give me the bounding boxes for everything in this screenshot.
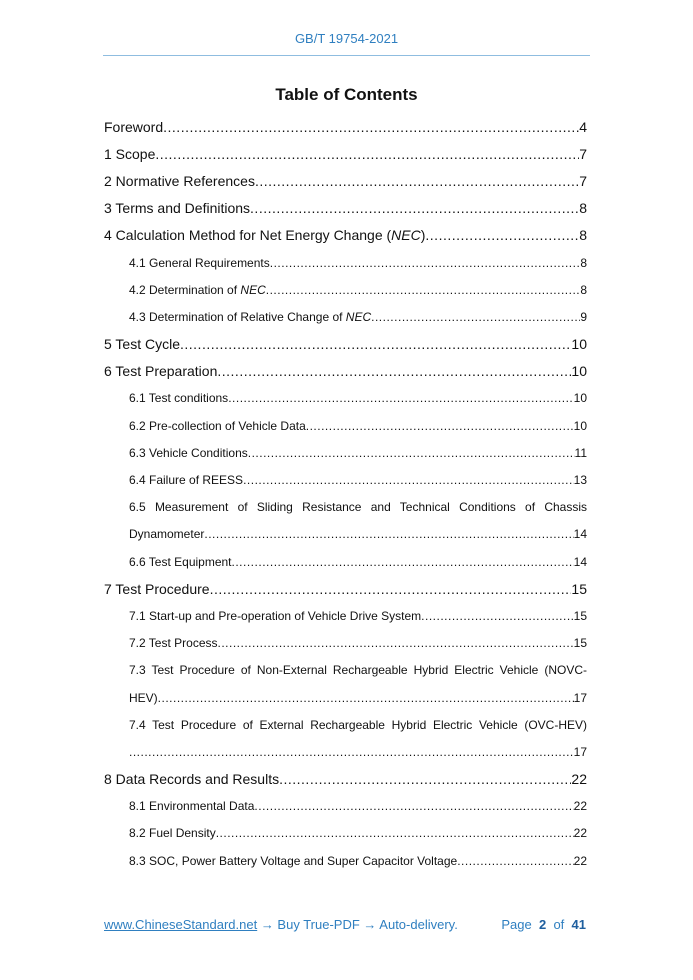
toc-entry[interactable] [104, 195, 587, 222]
title-text: 6 Test Preparation [104, 363, 218, 380]
toc-entry-title [129, 826, 216, 840]
title-text: 6.4 Failure of REESS [129, 473, 244, 488]
toc-entry[interactable] [104, 494, 587, 521]
toc-entry-title [129, 636, 218, 650]
website-link[interactable]: www.ChineseStandard.net [104, 917, 258, 932]
toc-entry-title [104, 146, 155, 162]
title-text: 6.5 Measurement of Sliding Resistance and Technical Conditions of Chassis [129, 500, 587, 515]
toc-page-number: 8 [580, 282, 587, 297]
dot-leader [204, 527, 573, 541]
title-text: 6.1 Test conditions [129, 391, 229, 406]
toc-page-number: 10 [571, 363, 587, 380]
toc-entry[interactable] [104, 140, 587, 167]
toc-entry-title [104, 227, 425, 243]
title-text: 8 Data Records and Results [104, 771, 280, 788]
toc-entry-title [129, 854, 457, 868]
dot-leader [255, 173, 579, 189]
dot-leader [232, 555, 574, 569]
dot-leader [218, 636, 574, 650]
toc-entry[interactable] [104, 602, 587, 629]
toc-entry[interactable] [104, 412, 587, 439]
of-label: of [553, 917, 565, 932]
toc-entry[interactable] [104, 711, 587, 738]
dot-leader [279, 771, 571, 787]
toc-page-number: 8 [579, 227, 587, 244]
total-pages: 41 [571, 917, 586, 932]
toc-entry-title [129, 691, 158, 705]
toc-page-number: 15 [571, 580, 587, 597]
toc-entry-title [104, 200, 250, 216]
dot-leader [421, 609, 573, 623]
toc-entry-title [129, 473, 243, 487]
dot-leader [425, 227, 579, 243]
title-text: 7 Test Procedure [104, 580, 210, 597]
title-text: 5 Test Cycle [104, 336, 180, 353]
toc-entry-title [129, 663, 587, 677]
title-text: 8.2 Fuel Density [129, 826, 216, 841]
dot-leader [163, 119, 579, 135]
dot-leader [243, 473, 574, 487]
toc-page-number: 14 [573, 527, 587, 542]
toc-entry[interactable] [104, 766, 587, 793]
page-title: Table of Contents [275, 85, 418, 104]
toc-page-number: 8 [579, 200, 587, 217]
toc-entry[interactable] [104, 358, 587, 385]
footer [104, 917, 586, 932]
toc-entry-title [104, 771, 279, 787]
toc-entry[interactable] [104, 276, 587, 303]
toc-entry[interactable] [104, 820, 587, 847]
toc-entry[interactable] [104, 222, 587, 249]
toc-entry-title [129, 555, 232, 569]
toc-page-number: 7 [579, 145, 587, 162]
dot-leader [254, 799, 573, 813]
dot-leader [180, 336, 571, 352]
title-text: 7.1 Start-up and Pre-operation of Vehicle Drive System [129, 608, 422, 623]
toc-entry-title [129, 609, 421, 623]
title-text-end: ) [420, 227, 426, 244]
toc-page-number: 17 [573, 690, 587, 705]
toc-entry-title [129, 419, 306, 433]
toc-entry[interactable] [104, 249, 587, 276]
header-doc-id: GB/T 19754-2021 [294, 31, 399, 46]
toc-entry-title [129, 500, 587, 514]
toc-entry[interactable] [104, 331, 587, 358]
title-italic: NEC [391, 227, 421, 244]
dot-leader [266, 283, 581, 297]
toc-entry-title [129, 256, 270, 270]
toc-page-number: 10 [573, 418, 587, 433]
toc-entry[interactable] [104, 657, 587, 684]
toc-entry-title [129, 391, 228, 405]
toc-page-number: 10 [573, 391, 587, 406]
table-of-contents [104, 113, 587, 874]
title-text: Dynamometer [129, 527, 205, 542]
toc-entry[interactable] [104, 385, 587, 412]
toc-entry-title [129, 527, 204, 541]
title-text: 6.6 Test Equipment [129, 554, 232, 569]
toc-entry[interactable] [104, 793, 587, 820]
toc-page-number: 17 [573, 744, 587, 759]
dot-leader [155, 146, 579, 162]
dot-leader [371, 310, 580, 324]
dot-leader [210, 581, 572, 597]
title-text: 3 Terms and Definitions [104, 200, 251, 217]
toc-entry[interactable] [104, 113, 587, 140]
toc-entry[interactable] [104, 847, 587, 874]
toc-entry[interactable] [104, 684, 587, 711]
title-text: 8.3 SOC, Power Battery Voltage and Super Capacitor Voltage [129, 853, 458, 868]
toc-entry-title [129, 446, 248, 460]
title-italic: NEC [345, 309, 372, 324]
toc-page-number: 15 [573, 608, 587, 623]
toc-page-number: 15 [573, 636, 587, 651]
toc-entry[interactable] [104, 521, 587, 548]
toc-page-number: 7 [579, 172, 587, 189]
dot-leader [158, 691, 574, 705]
toc-entry-title [104, 173, 255, 189]
toc-page-number: 14 [573, 554, 587, 569]
header-divider [103, 55, 590, 56]
toc-page-number: 22 [573, 799, 587, 814]
dot-leader [457, 854, 573, 868]
title-text: 7.4 Test Procedure of External Rechargeable Hybrid Electric Vehicle (OVC-HEV) [129, 717, 587, 732]
toc-page-number: 8 [580, 255, 587, 270]
title-text: 4 Calculation Method for Net Energy Change ( [104, 227, 392, 244]
page-indicator [501, 917, 586, 932]
toc-page-number: 13 [573, 473, 587, 488]
toc-page-number: 22 [573, 853, 587, 868]
toc-entry-title [129, 718, 587, 732]
toc-entry[interactable] [104, 439, 587, 466]
footer-text: → Buy True-PDF → Auto-delivery. [257, 917, 458, 932]
toc-page-number: 22 [573, 826, 587, 841]
title-text: 6.3 Vehicle Conditions [129, 445, 248, 460]
toc-entry-title [104, 581, 210, 597]
toc-entry-title [129, 283, 266, 297]
page-label: Page [501, 917, 532, 932]
dot-leader [248, 446, 575, 460]
title-text: 2 Normative References [104, 172, 255, 189]
toc-entry-title [104, 119, 163, 135]
toc-entry-title [104, 336, 180, 352]
page-number: 2 [538, 917, 547, 932]
title-text: HEV) [129, 690, 158, 705]
toc-page-number: 9 [580, 309, 587, 324]
title-text: 7.3 Test Procedure of Non-External Rechargeable Hybrid Electric Vehicle (NOVC- [129, 663, 587, 678]
dot-leader [216, 826, 574, 840]
title-text: 6.2 Pre-collection of Vehicle Data [129, 418, 306, 433]
title-text: 4.2 Determination of [129, 282, 241, 297]
toc-page-number: 10 [571, 336, 587, 353]
dot-leader [217, 363, 571, 379]
dot-leader [270, 256, 581, 270]
toc-entry-title [104, 363, 217, 379]
title-italic: NEC [240, 282, 266, 297]
toc-entry-title [129, 799, 254, 813]
dot-leader [129, 745, 574, 759]
title-text: 4.1 General Requirements [129, 255, 270, 270]
dot-leader [250, 200, 579, 216]
toc-entry[interactable] [104, 548, 587, 575]
toc-entry[interactable] [104, 630, 587, 657]
title-text: Foreword [104, 118, 164, 135]
toc-entry[interactable] [104, 738, 587, 765]
toc-page-number: 11 [574, 445, 587, 460]
toc-entry[interactable] [104, 167, 587, 194]
toc-page-number: 22 [571, 771, 587, 788]
footer-promo [104, 917, 458, 932]
dot-leader [228, 391, 573, 405]
toc-entry[interactable] [104, 575, 587, 602]
title-text: 4.3 Determination of Relative Change of [129, 309, 346, 324]
toc-entry-title [129, 310, 371, 324]
dot-leader [306, 419, 574, 433]
title-text: 7.2 Test Process [129, 636, 218, 651]
title-text: 1 Scope [104, 145, 156, 162]
title-text: 8.1 Environmental Data [129, 799, 255, 814]
toc-page-number: 4 [579, 118, 587, 135]
toc-entry[interactable] [104, 466, 587, 493]
toc-entry[interactable] [104, 303, 587, 330]
